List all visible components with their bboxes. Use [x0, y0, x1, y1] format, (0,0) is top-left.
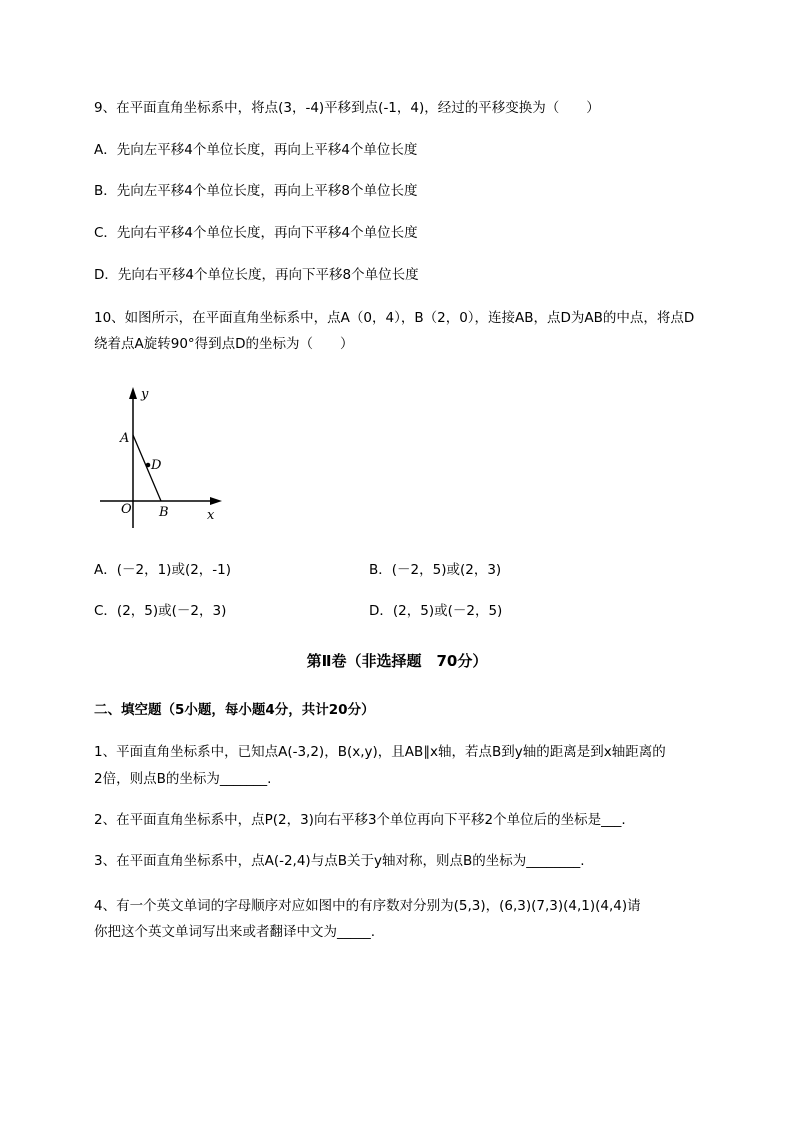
q10-figure [95, 383, 235, 533]
label-a: A [120, 431, 130, 446]
q9-option-c: C．先向右平移4个单位长度，再向下平移4个单位长度 [94, 225, 418, 241]
q10-option-b: B．(－2，5)或(2，3) [369, 562, 502, 578]
q10-stem-line2: 绕着点A旋转90°得到点D的坐标为（ ） [94, 336, 354, 352]
fill-q1-line2: 2倍，则点B的坐标为_______. [94, 771, 272, 787]
label-x: x [207, 508, 215, 523]
fill-q4-line1: 4、有一个英文单词的字母顺序对应如图中的有序数对分别为(5,3)，(6,3)(7,3)(4,1)(4,4)请 [94, 898, 641, 914]
label-b: B [159, 505, 169, 520]
point-d [146, 463, 151, 468]
q10-option-c: C．(2，5)或(－2，3) [94, 603, 227, 619]
x-axis-arrow [210, 497, 222, 505]
q9-stem: 9、在平面直角坐标系中，将点(3，-4)平移到点(-1，4)，经过的平移变换为（ ） [94, 100, 600, 116]
label-d: D [151, 458, 162, 473]
fill-q2: 2、在平面直角坐标系中，点P(2，3)向右平移3个单位再向下平移2个单位后的坐标是___. [94, 812, 626, 828]
fill-q4-line2: 你把这个英文单词写出来或者翻译中文为_____. [94, 924, 376, 940]
q9-option-b: B．先向左平移4个单位长度，再向上平移8个单位长度 [94, 183, 418, 199]
q10-option-a: A．(－2，1)或(2，-1) [94, 562, 232, 578]
label-o: O [121, 502, 132, 517]
q9-option-a: A．先向左平移4个单位长度，再向上平移4个单位长度 [94, 142, 418, 158]
fill-q1-line1: 1、平面直角坐标系中，已知点A(-3,2)，B(x,y)，且AB∥x轴，若点B到y轴的距离是到x轴距离的 [94, 744, 666, 760]
q9-option-d: D．先向右平移4个单位长度，再向下平移8个单位长度 [94, 267, 419, 283]
section-heading: 二、填空题（5小题，每小题4分，共计20分） [94, 702, 375, 718]
fill-q3: 3、在平面直角坐标系中，点A(-2,4)与点B关于y轴对称，则点B的坐标为________. [94, 853, 585, 869]
y-axis-arrow [129, 387, 137, 399]
q10-stem-line1: 10、如图所示，在平面直角坐标系中，点A（0，4），B（2，0），连接AB，点D为AB的中点，将点D [94, 310, 695, 326]
label-y: y [141, 387, 149, 402]
section-title: 第Ⅱ卷（非选择题 70分） [306, 652, 488, 670]
q10-option-d: D．(2，5)或(－2，5) [369, 603, 503, 619]
